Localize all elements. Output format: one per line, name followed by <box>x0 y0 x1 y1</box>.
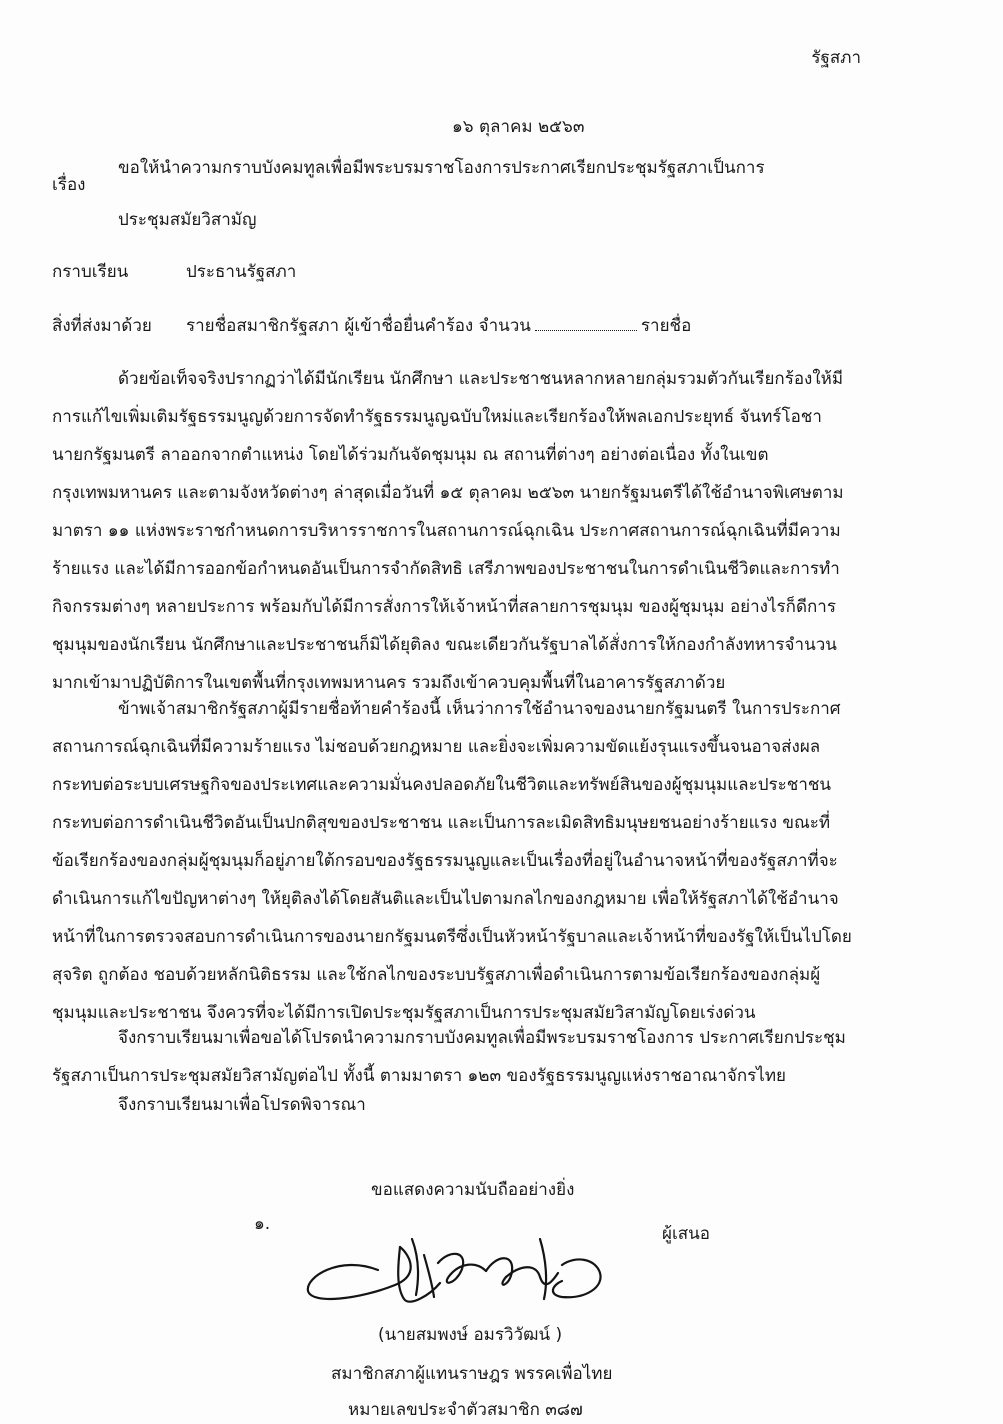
paragraph-line: กรุงเทพมหานคร และตามจังหวัดต่างๆ ล่าสุดเมื่อวันที่ ๑๕ ตุลาคม ๒๕๖๓ นายกรัฐมนตรีได้ใช้อำนาจพิเศษตาม <box>52 483 844 503</box>
enclosure-label: สิ่งที่ส่งมาด้วย <box>52 316 152 336</box>
paragraph-line: กระทบต่อระบบเศรษฐกิจของประเทศและความมั่นคงปลอดภัยในชีวิตและทรัพย์สินของผู้ชุมนุมและประชาชน <box>52 775 832 795</box>
paragraph-line: กิจกรรมต่างๆ หลายประการ พร้อมกับได้มีการสั่งการให้เจ้าหน้าที่สลายการชุมนุม ของผู้ชุมนุม อย่างไรก็ดีการ <box>52 597 836 617</box>
organization-heading: รัฐสภา <box>811 48 861 68</box>
recipient-label: กราบเรียน <box>52 262 129 282</box>
member-id: หมายเลขประจำตัวสมาชิก ๓๘๗ <box>348 1400 583 1420</box>
paragraph-line: มาตรา ๑๑ แห่งพระราชกำหนดการบริหารราชการในสถานการณ์ฉุกเฉิน ประกาศสถานการณ์ฉุกเฉินที่มีความ <box>52 521 841 541</box>
enclosure-count-blank <box>535 314 637 331</box>
enclosure-text: รายชื่อสมาชิกรัฐสภา ผู้เข้าชื่อยื่นคำร้อง จำนวน <box>186 316 531 336</box>
subject-label: เรื่อง <box>52 175 86 195</box>
subject-line-1: ขอให้นำความกราบบังคมทูลเพื่อมีพระบรมราชโองการประกาศเรียกประชุมรัฐสภาเป็นการ <box>118 158 765 178</box>
handwritten-signature <box>300 1225 620 1315</box>
paragraph-line: ดำเนินการแก้ไขปัญหาต่างๆ ให้ยุติลงได้โดยสันติและเป็นไปตามกลไกของกฎหมาย เพื่อให้รัฐสภาได้ใช้อำนาจ <box>52 889 839 909</box>
signatory-number: ๑. <box>254 1214 271 1234</box>
paragraph-line: การแก้ไขเพิ่มเติมรัฐธรรมนูญด้วยการจัดทำรัฐธรรมนูญฉบับใหม่และเรียกร้องให้พลเอกประยุทธ์ จันทร์โอชา <box>52 407 822 427</box>
proposer-label: ผู้เสนอ <box>662 1224 710 1244</box>
recipient-value: ประธานรัฐสภา <box>186 262 297 282</box>
paragraph-line: สุจริต ถูกต้อง ชอบด้วยหลักนิติธรรม และใช้กลไกของระบบรัฐสภาเพื่อดำเนินการตามข้อเรียกร้องของกลุ่มผู้ <box>52 965 821 985</box>
document-date: ๑๖ ตุลาคม ๒๕๖๓ <box>452 117 585 137</box>
paragraph-line: มากเข้ามาปฏิบัติการในเขตพื้นที่กรุงเทพมหานคร รวมถึงเข้าควบคุมพื้นที่ในอาคารรัฐสภาด้วย <box>52 673 726 693</box>
closing-line: จึงกราบเรียนมาเพื่อโปรดพิจารณา <box>118 1095 366 1115</box>
paragraph-line: จึงกราบเรียนมาเพื่อขอได้โปรดนำความกราบบังคมทูลเพื่อมีพระบรมราชโองการ ประกาศเรียกประชุม <box>118 1028 846 1048</box>
paragraph-line: รัฐสภาเป็นการประชุมสมัยวิสามัญต่อไป ทั้งนี้ ตามมาตรา ๑๒๓ ของรัฐธรรมนูญแห่งราชอาณาจักรไทย <box>52 1066 786 1086</box>
paragraph-line: ชุมนุมและประชาชน จึงควรที่จะได้มีการเปิดประชุมรัฐสภาเป็นการประชุมสมัยวิสามัญโดยเร่งด่วน <box>52 1003 756 1023</box>
subject-line-2: ประชุมสมัยวิสามัญ <box>118 210 257 230</box>
paragraph-line: ข้าพเจ้าสมาชิกรัฐสภาผู้มีรายชื่อท้ายคำร้องนี้ เห็นว่าการใช้อำนาจของนายกรัฐมนตรี ในการประกาศ <box>118 699 841 719</box>
paragraph-line: ชุมนุมของนักเรียน นักศึกษาและประชาชนก็มิได้ยุติลง ขณะเดียวกันรัฐบาลได้สั่งการให้กองกำลังทหารจำนวน <box>52 635 837 655</box>
regards-line: ขอแสดงความนับถืออย่างยิ่ง <box>371 1180 575 1200</box>
paragraph-line: สถานการณ์ฉุกเฉินที่มีความร้ายแรง ไม่ชอบด้วยกฎหมาย และยิ่งจะเพิ่มความขัดแย้งรุนแรงขึ้นจนอาจส่งผล <box>52 737 821 757</box>
signatory-name: (นายสมพงษ์ อมรวิวัฒน์ ) <box>378 1325 563 1345</box>
enclosure-suffix: รายชื่อ <box>640 316 692 336</box>
paragraph-line: ข้อเรียกร้องของกลุ่มผู้ชุมนุมก็อยู่ภายใต้กรอบของรัฐธรรมนูญและเป็นเรื่องที่อยู่ในอำนาจหน้าที่ของรัฐสภาที่จะ <box>52 851 838 871</box>
paragraph-line: กระทบต่อการดำเนินชีวิตอันเป็นปกติสุขของประชาชน และเป็นการละเมิดสิทธิมนุษยชนอย่างร้ายแรง ขณะที่ <box>52 813 831 833</box>
enclosure-value <box>186 314 691 338</box>
paragraph-line: นายกรัฐมนตรี ลาออกจากตำแหน่ง โดยได้ร่วมกันจัดชุมนุม ณ สถานที่ต่างๆ อย่างต่อเนื่อง ทั้งในเขต <box>52 445 769 465</box>
paragraph-line: ร้ายแรง และได้มีการออกข้อกำหนดอันเป็นการจำกัดสิทธิ เสรีภาพของประชาชนในการดำเนินชีวิตและการทำ <box>52 559 840 579</box>
signatory-position: สมาชิกสภาผู้แทนราษฎร พรรคเพื่อไทย <box>331 1364 613 1384</box>
paragraph-line: ด้วยข้อเท็จจริงปรากฏว่าได้มีนักเรียน นักศึกษา และประชาชนหลากหลายกลุ่มรวมตัวกันเรียกร้องให้มี <box>118 369 844 389</box>
paragraph-line: หน้าที่ในการตรวจสอบการดำเนินการของนายกรัฐมนตรีซึ่งเป็นหัวหน้ารัฐบาลและเจ้าหน้าที่ของรัฐให้เป็นไปโดย <box>52 927 852 947</box>
